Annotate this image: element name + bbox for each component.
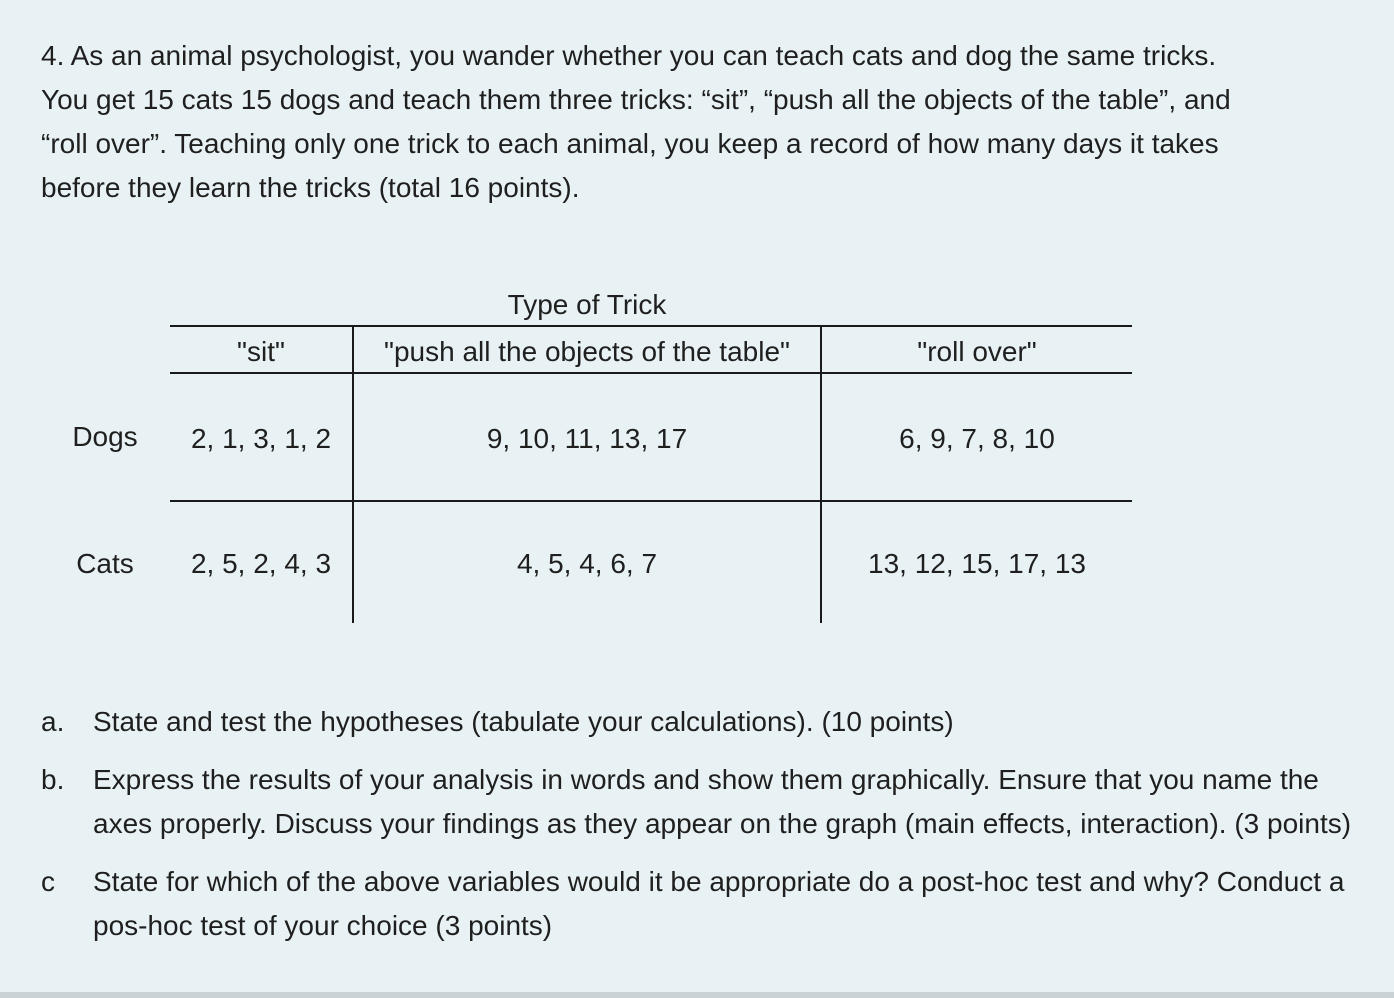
table-header-rule [170,372,1132,374]
table-top-rule [170,325,1132,327]
intro-line: “roll over”. Teaching only one trick to each animal, you keep a record of how many days it takes [41,128,1219,159]
subquestion-marker: c [41,866,55,897]
subquestion-b [41,758,1361,846]
subquestion-text: Express the results of your analysis in words and show them graphically. Ensure that you name the axes properly. Discuss your findings as they appear on the graph (main effects, interaction). (3 points) [93,764,1352,839]
bottom-edge [0,992,1394,998]
subquestion-text: State for which of the above variables would it be appropriate do a post-hoc test and why? Conduct a pos-hoc test of your choice (3 points) [93,866,1345,941]
intro-line: before they learn the tricks (total 16 points). [41,172,580,203]
row-label-cats: Cats [76,548,134,579]
table-cell: 2, 5, 2, 4, 3 [190,548,332,579]
table-cell: 2, 1, 3, 1, 2 [190,423,332,454]
table-cell: 4, 5, 4, 6, 7 [516,548,658,579]
table-cell: 9, 10, 11, 13, 17 [486,423,688,454]
column-header-sit: "sit" [237,336,285,367]
subquestion-text: State and test the hypotheses (tabulate your calculations). (10 points) [93,706,954,737]
table-title: Type of Trick [507,289,667,320]
subquestion-marker: b. [41,764,65,795]
table-cell: 6, 9, 7, 8, 10 [899,423,1055,454]
subquestion-list [41,700,1361,962]
table-cell: 13, 12, 15, 17, 13 [868,548,1086,579]
subquestion-c [41,860,1361,948]
column-header-push: "push all the objects of the table" [384,336,790,367]
subquestion-marker: a. [41,706,65,737]
column-header-roll-over: "roll over" [917,336,1037,367]
table-row-divider [170,500,1132,502]
row-label-dogs: Dogs [72,421,138,452]
subquestion-a [41,700,1361,744]
intro-line: You get 15 cats 15 dogs and teach them three tricks: “sit”, “push all the objects of the table”, and [41,84,1231,115]
intro-line: 4. As an animal psychologist, you wander whether you can teach cats and dog the same tricks. [41,40,1217,71]
